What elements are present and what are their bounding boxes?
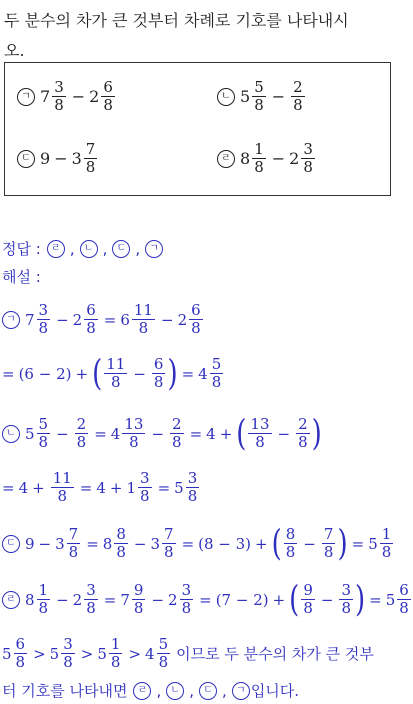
step-a-1: ㄱ 7 $\frac{3}{8}$ − 2 $\frac{6}{8}$ = 6 $\frac{11}{8}$ − 2 $\frac{6}{8}$ <box>2 302 205 337</box>
option-a: ㄱ 7 $\frac{3}{8}$ − 2 $\frac{6}{8}$ <box>17 79 117 114</box>
step-a-2: = (6 − 2) + ( $\frac{11}{8}$ − $\frac{6}{8}$ ) = 4 $\frac{5}{8}$ <box>2 353 222 394</box>
conclusion-line: 터 기호를 나타내면 ㄹ , ㄴ , ㄷ , ㄱ 입니다. <box>2 681 300 700</box>
step-c: ㄷ 9 − 3 $\frac{7}{8}$ = 8 $\frac{8}{8}$ − 3 $\frac{7}{8}$ = (8 − 3) + ( $\frac{8}{8}$ − $\frac{7}{8}$ ) = 5 $\frac{1}{8}$ <box>2 526 395 561</box>
mark-b: ㄴ <box>217 88 235 106</box>
fraction: $\frac{6}{8}$ <box>103 78 113 114</box>
step-b-1: ㄴ 5 $\frac{5}{8}$ − $\frac{2}{8}$ = 4 $\frac{13}{8}$ − $\frac{2}{8}$ = 4 + ( $\frac{13}{8}$ − $\frac{2}{8}$ ) <box>2 416 322 451</box>
step-b-2: = 4 + $\frac{11}{8}$ = 4 + 1 $\frac{3}{8}$ = 5 $\frac{3}{8}$ <box>2 469 198 505</box>
fraction: $\frac{3}{8}$ <box>54 78 64 114</box>
problem-box <box>4 62 391 196</box>
fraction: $\frac{7}{8}$ <box>85 140 96 176</box>
mark-a: ㄱ <box>17 88 35 106</box>
option-d: ㄹ 8 $\frac{1}{8}$ − 2 $\frac{3}{8}$ <box>217 141 317 176</box>
question-line-2: 오. <box>4 41 25 60</box>
fraction: $\frac{5}{8}$ <box>254 78 264 114</box>
question-line-1: 두 분수의 차가 큰 것부터 차례로 기호를 나타내시 <box>4 11 349 30</box>
fraction: $\frac{2}{8}$ <box>293 78 303 114</box>
fraction: $\frac{3}{8}$ <box>303 140 313 176</box>
comparison-line: 5 $\frac{6}{8}$ > 5 $\frac{3}{8}$ > 5 $\frac{1}{8}$ > 4 $\frac{5}{8}$ 이므로 두 분수의 차가 큰 것부 <box>2 635 374 671</box>
mark-d: ㄹ <box>217 150 235 168</box>
answer-line: 정답 : ㄹ , ㄴ , ㄷ , ㄱ <box>2 238 168 259</box>
answer-label: 정답 : <box>2 240 41 258</box>
explanation-label: 해설 : <box>2 268 41 286</box>
fraction: $\frac{1}{8}$ <box>254 140 264 176</box>
question-text <box>4 6 394 66</box>
option-c: ㄷ 9 − 3 $\frac{7}{8}$ <box>17 141 99 176</box>
option-b: ㄴ 5 $\frac{5}{8}$ − $\frac{2}{8}$ <box>217 79 307 114</box>
mark-c: ㄷ <box>17 150 35 168</box>
step-d: ㄹ 8 $\frac{1}{8}$ − 2 $\frac{3}{8}$ = 7 $\frac{9}{8}$ − 2 $\frac{3}{8}$ = (7 − 2) + ( $\frac{9}{8}$ − $\frac{3}{8}$ ) = 5 $\frac{6}{8}$ <box>2 582 413 617</box>
